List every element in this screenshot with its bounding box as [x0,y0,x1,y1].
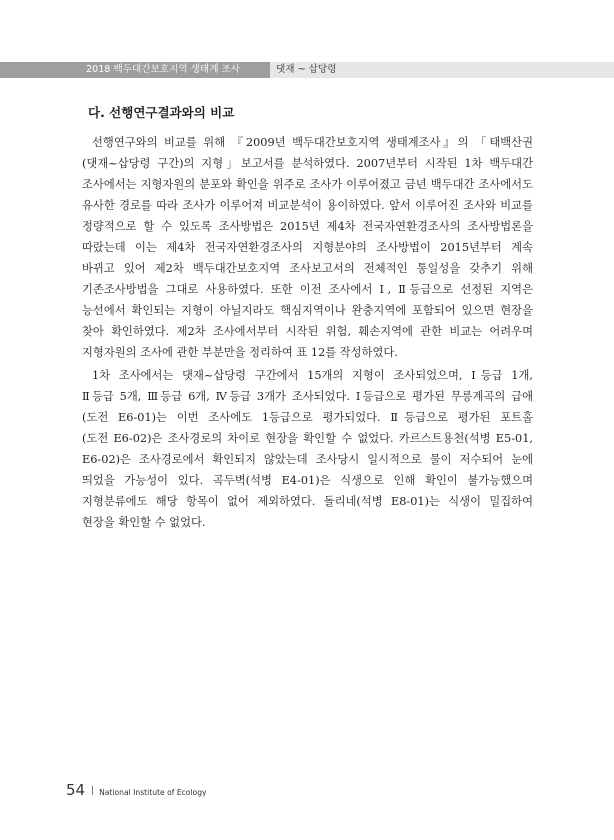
paragraph-line: 현장을 확인할 수 없었다. [82,516,206,529]
section-heading: 다. 선행연구결과와의 비교 [88,105,235,120]
paragraph-line: (도전 E6-02)은 조사경로의 차이로 현장을 확인할 수 없었다. 카르스트용천(석병 E5-01, [82,432,533,445]
page-number: 54 [66,781,86,799]
running-header-section-name: 댓재 ~ 삽당령 [276,64,337,75]
paragraph-line: (댓재~삽당령 구간)의 지형」보고서를 분석하였다. 2007년부터 시작된 1차 백두대간 [82,157,533,170]
paragraph-line: 지형자원의 조사에 관한 부분만을 정리하여 표 12를 작성하였다. [82,346,398,359]
paragraph-line: 따랐는데 이는 제4차 전국자연환경조사의 지형분야의 조사방법이 2015년부터 계속 [82,241,533,254]
paragraph-line: Ⅱ등급 5개, Ⅲ등급 6개, Ⅳ등급 3개가 조사되었다. Ⅰ등급으로 평가된 무릉계곡의 급애 [82,390,533,403]
running-header [0,62,614,78]
paragraph-line: 능선에서 확인되는 지형이 아닐지라도 핵심지역이나 완충지역에 포함되어 있으면 현장을 [82,304,533,317]
paragraph-line: (도전 E6-01)는 이번 조사에도 1등급으로 평가되었다. Ⅱ등급으로 평가된 포트홀 [82,411,533,424]
paragraph-2 [82,365,533,533]
paragraph-line: 선행연구와의 비교를 위해 『2009년 백두대간보호지역 생태계조사』의 「태백산권 [92,136,533,149]
paragraph-line: 바뀌고 있어 제2차 백두대간보호지역 조사보고서의 전체적인 통일성을 갖추기 위해 [82,262,533,275]
paragraph-line: 1차 조사에서는 댓재~삽당령 구간에서 15개의 지형이 조사되었으며, Ⅰ등급 1개, [92,369,533,382]
paragraph-line: 정량적으로 할 수 있도록 조사방법은 2015년 제4차 전국자연환경조사의 조사방법론을 [82,220,533,233]
paragraph-line: E6-02)은 조사경로에서 확인되지 않았는데 조사당시 일시적으로 물이 저수되어 눈에 [82,453,533,466]
paragraph-line: 조사에서는 지형자원의 분포와 확인을 위주로 조사가 이루어졌고 금년 백두대간 조사에서도 [82,178,533,191]
footer-institution: National Institute of Ecology [99,788,207,797]
running-header-section-band [270,62,614,78]
paragraph-line: 찾아 확인하였다. 제2차 조사에서부터 시작된 위험, 훼손지역에 관한 비교는 어려우며 [82,325,533,338]
page-footer [66,780,207,800]
paragraph-1 [82,132,533,363]
footer-divider [92,786,93,795]
paragraph-line: 유사한 경로를 따라 조사가 이루어져 비교분석이 용이하였다. 앞서 이루어진 조사와 비교를 [82,199,533,212]
running-header-title-band [0,62,270,78]
paragraph-line: 띄었을 가능성이 있다. 곡두벽(석병 E4-01)은 식생으로 인해 확인이 불가능했으며 [82,474,533,487]
running-header-report-title: 2018 백두대간보호지역 생태계 조사 [86,64,241,75]
paragraph-line: 기존조사방법을 그대로 사용하였다. 또한 이전 조사에서 Ⅰ, Ⅱ등급으로 선정된 지역은 [82,283,533,296]
paragraph-line: 지형분류에도 해당 항목이 없어 제외하였다. 돌리네(석병 E8-01)는 식생이 밀집하여 [82,495,533,508]
